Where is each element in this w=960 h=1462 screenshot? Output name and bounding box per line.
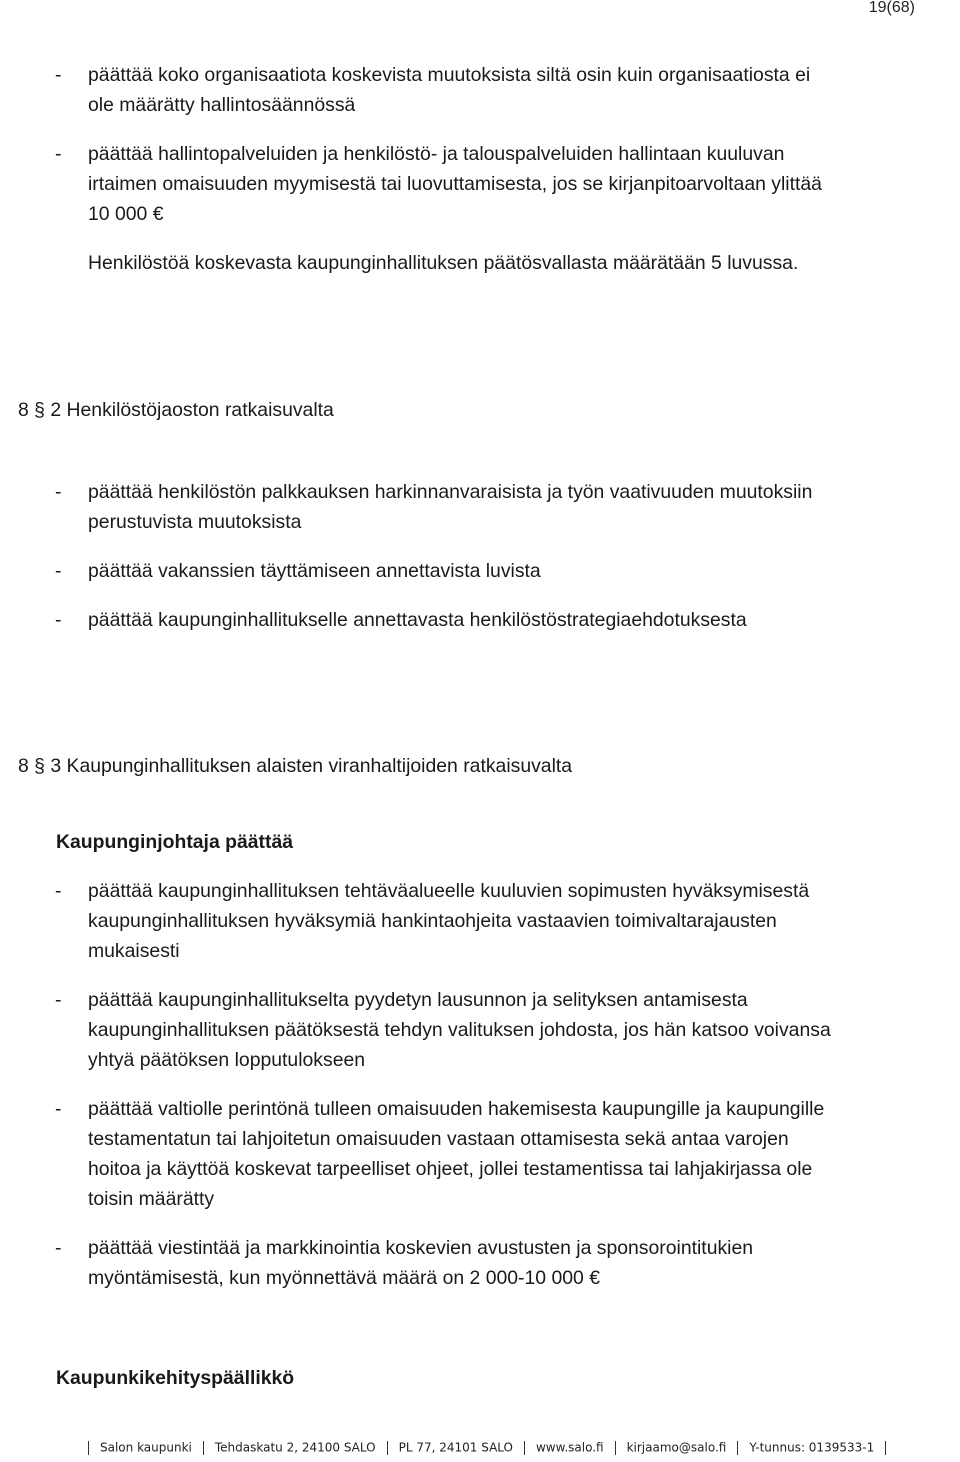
list-line: päättää koko organisaatiota koskevista muutoksista siltä osin kuin organisaatiosta ei: [88, 64, 811, 86]
list-dash: -: [55, 880, 62, 902]
list-dash: -: [55, 481, 62, 503]
page-footer: [0, 1437, 960, 1458]
list-item: [0, 1233, 960, 1293]
list-line: päättää henkilöstön palkkauksen harkinnanvaraisista ja työn vaativuuden muutoksiin: [88, 481, 813, 503]
list-line: ole määrätty hallintosäännössä: [88, 94, 356, 116]
list-item: [0, 60, 960, 120]
list-dash: -: [55, 1098, 62, 1120]
list-line: myöntämisestä, kun myönnettävä määrä on 2 000-10 000 €: [88, 1267, 600, 1289]
list-line: testamentatun tai lahjoitetun omaisuuden vastaan ottamisesta sekä antaa varojen: [88, 1128, 789, 1150]
section-3-list: [0, 876, 960, 1293]
note-text: Henkilöstöä koskevasta kaupunginhallituksen päätösvallasta määrätään 5 luvussa.: [88, 252, 799, 274]
footer-divider: [524, 1441, 525, 1455]
footer-po-box: PL 77, 24101 SALO: [398, 1440, 513, 1455]
list-line: mukaisesti: [88, 940, 180, 962]
list-dash: -: [55, 560, 62, 582]
subheading-block: [0, 827, 960, 857]
footer-divider: [203, 1441, 204, 1455]
footer-organization: Salon kaupunki: [100, 1440, 192, 1455]
list-line: päättää vakanssien täyttämiseen annettavista luvista: [88, 560, 541, 582]
list-item: [0, 139, 960, 229]
list-dash: -: [55, 143, 62, 165]
footer-street-address: Tehdaskatu 2, 24100 SALO: [214, 1440, 376, 1455]
section-2: [0, 395, 960, 425]
list-line: päättää kaupunginhallitukselta pyydetyn lausunnon ja selityksen antamisesta: [88, 989, 748, 1011]
list-line: hoitoa ja käyttöä koskevat tarpeelliset ohjeet, jollei testamentissa tai lahjakirjassa ole: [88, 1158, 813, 1180]
section-3: [0, 751, 960, 781]
footer-email: kirjaamo@salo.fi: [626, 1440, 727, 1455]
footer-website: www.salo.fi: [535, 1440, 604, 1455]
section-heading: 8 § 2 Henkilöstöjaoston ratkaisuvalta: [18, 399, 334, 421]
list-line: perustuvista muutoksista: [88, 511, 302, 533]
list-line: päättää viestintää ja markkinointia koskevien avustusten ja sponsorointitukien: [88, 1237, 754, 1259]
footer-divider: [615, 1441, 616, 1455]
subheading: Kaupunginjohtaja päättää: [56, 831, 294, 853]
footer-divider: [88, 1441, 89, 1455]
list-item: [0, 1094, 960, 1214]
section-1: [0, 60, 960, 278]
list-dash: -: [55, 64, 62, 86]
list-dash: -: [55, 609, 62, 631]
list-item: [0, 985, 960, 1075]
list-item: [0, 876, 960, 966]
list-line: päättää hallintopalveluiden ja henkilöstö- ja talouspalveluiden hallintaan kuuluvan: [88, 143, 785, 165]
footer-divider: [737, 1441, 738, 1455]
subheading-block-2: [0, 1363, 960, 1393]
list-dash: -: [55, 1237, 62, 1259]
subheading: Kaupunkikehityspäällikkö: [56, 1367, 295, 1389]
footer-divider: [387, 1441, 388, 1455]
list-line: päättää valtiolle perintönä tulleen omaisuuden hakemisesta kaupungille ja kaupungille: [88, 1098, 825, 1120]
section-2-list: [0, 477, 960, 635]
list-line: toisin määrätty: [88, 1188, 215, 1210]
list-dash: -: [55, 989, 62, 1011]
list-line: yhtyä päätöksen lopputulokseen: [88, 1049, 366, 1071]
list-line: irtaimen omaisuuden myymisestä tai luovuttamisesta, jos se kirjanpitoarvoltaan ylittää: [88, 173, 822, 195]
section-heading: 8 § 3 Kaupunginhallituksen alaisten viranhaltijoiden ratkaisuvalta: [18, 755, 573, 777]
list-line: 10 000 €: [88, 203, 164, 225]
list-item: [0, 605, 960, 635]
footer-divider: [885, 1441, 886, 1455]
list-line: kaupunginhallituksen hyväksymiä hankintaohjeita vastaavien toimivaltarajausten: [88, 910, 777, 932]
list-item: [0, 477, 960, 537]
page-number: 19(68): [868, 0, 915, 16]
list-line: päättää kaupunginhallitukselle annettavasta henkilöstöstrategiaehdotuksesta: [88, 609, 747, 631]
list-line: kaupunginhallituksen päätöksestä tehdyn valituksen johdosta, jos hän katsoo voivansa: [88, 1019, 831, 1041]
list-item: [0, 556, 960, 586]
footer-business-id: Y-tunnus: 0139533-1: [749, 1440, 875, 1455]
list-line: päättää kaupunginhallituksen tehtäväalueelle kuuluvien sopimusten hyväksymisestä: [88, 880, 810, 902]
